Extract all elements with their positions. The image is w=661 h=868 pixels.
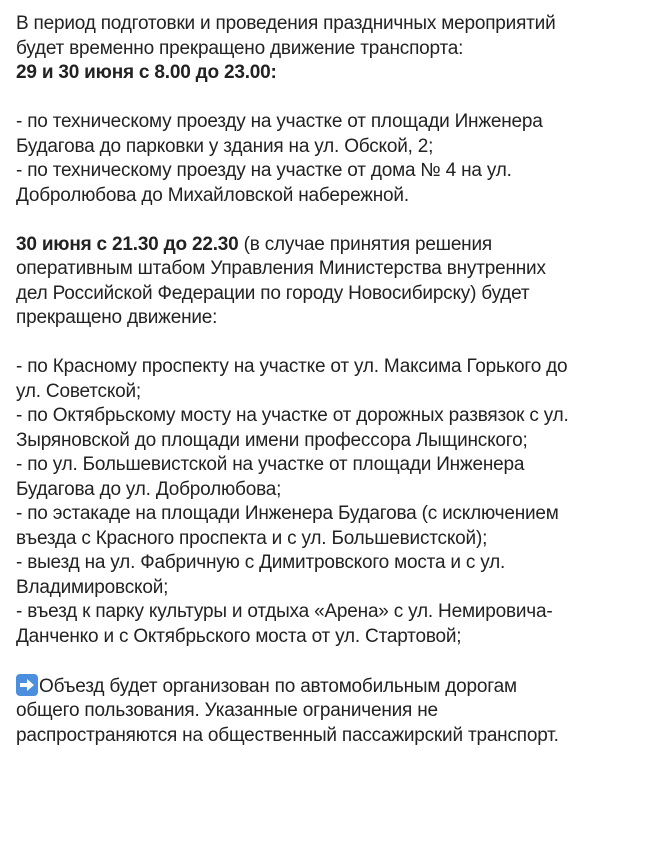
period-2-condition: (в случае принятия решения (238, 233, 492, 255)
spacer (16, 649, 656, 674)
period-1-item-1-line-2: Будагова до парковки у здания на ул. Обской, 2; (16, 135, 434, 157)
intro-line-2: будет временно прекращено движение транспорта: (16, 37, 464, 59)
period-2-item-1-line-2: ул. Советской; (16, 380, 142, 402)
period-2-item-3-line-2: Будагова до ул. Добролюбова; (16, 478, 282, 500)
period-1-item-2-line-1: - по техническому проезду на участке от дома № 4 на ул. (16, 160, 512, 181)
period-2-item-6-line-2: Данченко и с Октябрьского моста от ул. Стартовой; (16, 625, 462, 647)
right-arrow-icon (16, 674, 38, 696)
spacer (16, 86, 656, 111)
period-2-line-4: прекращено движение: (16, 307, 218, 328)
detour-text-1: Объезд будет организован по автомобильным дорогам (39, 675, 517, 697)
period-1-item-2-line-2: Добролюбова до Михайловской набережной. (16, 184, 409, 206)
period-2-item-5-line-2: Владимировской; (16, 576, 169, 598)
period-2-item-1-line-1: - по Красному проспекту на участке от ул. Максима Горького до (16, 356, 568, 377)
detour-line-2: общего пользования. Указанные ограничения не (16, 700, 438, 721)
period-2-item-2-line-1: - по Октябрьскому мосту на участке от дорожных развязок с ул. (16, 405, 569, 426)
spacer (16, 208, 656, 233)
period-1-heading: 29 и 30 июня с 8.00 до 23.00: (16, 62, 277, 83)
period-2-item-3-line-1: - по ул. Большевистской на участке от площади Инженера (16, 454, 525, 475)
period-2-item-6-line-1: - въезд к парку культуры и отдыха «Арена» с ул. Немировича- (16, 601, 553, 622)
period-2-line-3: дел Российской Федерации по городу Новосибирску) будет (16, 282, 530, 304)
message-text (16, 12, 656, 748)
spacer (16, 331, 656, 356)
period-1-item-1-line-1: - по техническому проезду на участке от площади Инженера (16, 111, 543, 132)
period-2-line-2: оперативным штабом Управления Министерства внутренних (16, 258, 546, 279)
intro-line-1: В период подготовки и проведения праздничных мероприятий (16, 13, 556, 34)
period-2-item-5-line-1: - выезд на ул. Фабричную с Димитровского моста и с ул. (16, 552, 506, 573)
detour-line-3: распространяются на общественный пассажирский транспорт. (16, 724, 559, 746)
detour-line-1 (16, 674, 656, 700)
period-2-item-2-line-2: Зыряновской до площади имени профессора Лыщинского; (16, 429, 528, 451)
period-2-item-4-line-2: въезда с Красного проспекта и с ул. Большевистской); (16, 527, 488, 549)
period-2-date: 30 июня с 21.30 до 22.30 (16, 233, 239, 255)
period-2-heading-line (16, 233, 656, 258)
period-2-item-4-line-1: - по эстакаде на площади Инженера Будагова (с исключением (16, 503, 559, 524)
